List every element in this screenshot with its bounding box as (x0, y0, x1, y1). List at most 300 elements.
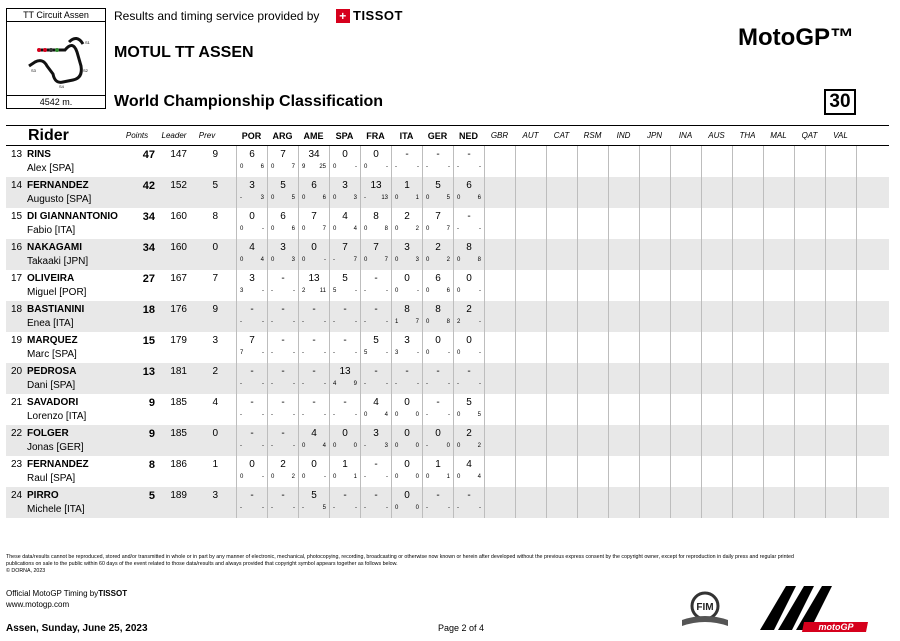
race-total: - (374, 366, 378, 377)
race-column-header: THA (739, 131, 756, 140)
race-result-cell (391, 363, 422, 394)
race-points: 7 (415, 319, 419, 325)
race-total: 0 (435, 428, 441, 439)
race-split (302, 164, 326, 170)
race-result-cell (608, 270, 639, 301)
race-total: - (250, 366, 254, 377)
race-points: 0 (446, 443, 450, 449)
race-points: - (324, 257, 326, 263)
race-total: 7 (280, 149, 286, 160)
leader-gap: 185 (170, 397, 187, 408)
rider-first-name: Enea [ITA] (27, 318, 74, 329)
race-column-header: NED (458, 131, 478, 141)
previous-gap: 0 (212, 242, 218, 253)
race-result-cell (546, 394, 577, 425)
race-points: - (386, 350, 388, 356)
race-column-header: AUS (708, 131, 725, 140)
race-result-cell (484, 177, 515, 208)
race-points: 7 (322, 226, 326, 232)
race-result-cell (639, 394, 670, 425)
disclaimer (6, 554, 816, 575)
sprint-points: 0 (302, 257, 306, 263)
rider-first-name: Dani [SPA] (27, 380, 76, 391)
rider-surname: NAKAGAMI (27, 242, 82, 253)
race-split (426, 226, 450, 232)
race-points: - (386, 288, 388, 294)
race-result-cell (546, 456, 577, 487)
race-points: 25 (319, 164, 326, 170)
column-divider (856, 332, 857, 363)
race-result-cell (360, 487, 391, 518)
race-result-cell (391, 146, 422, 177)
race-result-cell (453, 146, 484, 177)
sprint-points: - (364, 474, 366, 480)
race-split (240, 195, 264, 201)
race-result-cell (763, 270, 794, 301)
svg-text:S3: S3 (31, 68, 36, 73)
svg-text:S1: S1 (85, 40, 90, 45)
race-result-cell (422, 332, 453, 363)
rider-first-name: Augusto [SPA] (27, 194, 92, 205)
tissot-cross-icon: + (336, 9, 350, 23)
race-split (426, 443, 450, 449)
race-total: 3 (249, 180, 255, 191)
race-result-cell (453, 363, 484, 394)
sprint-points: - (240, 381, 242, 387)
race-points: - (479, 350, 481, 356)
race-result-cell (763, 208, 794, 239)
sprint-points: - (240, 195, 242, 201)
race-total: 3 (280, 242, 286, 253)
race-split (271, 350, 295, 356)
table-row (6, 363, 889, 394)
race-total: 3 (342, 180, 348, 191)
race-points: 0 (415, 505, 419, 511)
race-result-cell (670, 425, 701, 456)
race-total: 6 (280, 211, 286, 222)
sprint-points: 0 (426, 319, 430, 325)
sprint-points: - (457, 226, 459, 232)
rider-position: 19 (11, 335, 23, 346)
race-points: - (479, 288, 481, 294)
race-split (240, 288, 264, 294)
sprint-points: 0 (302, 226, 306, 232)
race-total: 5 (342, 273, 348, 284)
race-total: - (405, 149, 409, 160)
sprint-points: - (271, 288, 273, 294)
column-divider (856, 177, 857, 208)
race-column-header: ARG (272, 131, 293, 141)
race-split (333, 350, 357, 356)
race-split (271, 412, 295, 418)
rider-surname: SAVADORI (27, 397, 79, 408)
website-link[interactable]: www.motogp.com (6, 600, 70, 609)
race-points: - (355, 288, 357, 294)
sprint-points: 2 (457, 319, 461, 325)
race-result-cell (701, 487, 732, 518)
race-total: 13 (308, 273, 320, 284)
race-split (395, 195, 419, 201)
sprint-points: - (457, 505, 459, 511)
race-total: 0 (373, 149, 379, 160)
race-total: 13 (370, 180, 382, 191)
rider-surname: FERNANDEZ (27, 180, 89, 191)
race-total: - (343, 304, 347, 315)
race-total: 34 (308, 149, 320, 160)
race-result-cell (453, 487, 484, 518)
race-result-cell (794, 177, 825, 208)
sprint-points: 0 (457, 443, 461, 449)
rider-position: 21 (11, 397, 23, 408)
race-split (395, 257, 419, 263)
sprint-points: 0 (240, 164, 244, 170)
race-result-cell (453, 425, 484, 456)
race-result-cell (391, 239, 422, 270)
race-total: 5 (466, 397, 472, 408)
race-result-cell (794, 456, 825, 487)
race-total: 5 (435, 180, 441, 191)
rider-points: 47 (142, 149, 155, 161)
sprint-points: 0 (395, 257, 399, 263)
race-total: 4 (342, 211, 348, 222)
race-result-cell (608, 177, 639, 208)
race-total: 7 (249, 335, 255, 346)
race-split (457, 164, 481, 170)
race-total: - (281, 397, 285, 408)
race-split (426, 195, 450, 201)
rider-position: 15 (11, 211, 23, 222)
timing-label: Official MotoGP Timing by (6, 589, 99, 598)
race-result-cell (484, 208, 515, 239)
race-points: - (386, 319, 388, 325)
race-result-cell (794, 270, 825, 301)
race-split (364, 505, 388, 511)
race-result-cell (453, 239, 484, 270)
race-result-cell (360, 208, 391, 239)
table-body (6, 146, 889, 518)
race-split (302, 505, 326, 511)
race-split (240, 350, 264, 356)
race-total: - (312, 366, 316, 377)
sprint-points: 0 (457, 412, 461, 418)
race-result-cell (236, 332, 267, 363)
race-result-cell (236, 301, 267, 332)
disclaimer-text: These data/results cannot be reproduced, stored and/or transmitted in whole or in part by any manner of electronic, mechanical, photocopying, recording, broadcasting or otherwise now known or herein after developed without the previous express consent by the copyright owner, except for reproduction in daily press and regular printed publications on sale to the public within 60 days of the event related to those data/results and always provided that copyright symbol appears together as follows below. (6, 554, 794, 567)
race-split (333, 195, 357, 201)
race-result-cell (236, 425, 267, 456)
race-total: - (405, 366, 409, 377)
race-points: 3 (353, 195, 357, 201)
race-result-cell (298, 332, 329, 363)
event-title: MOTUL TT ASSEN (114, 44, 254, 61)
rider-position: 22 (11, 428, 23, 439)
sprint-points: - (302, 350, 304, 356)
race-split (302, 412, 326, 418)
race-split (364, 164, 388, 170)
race-points: - (448, 350, 450, 356)
sprint-points: - (426, 505, 428, 511)
leader-gap: 147 (170, 149, 187, 160)
rider-points: 13 (142, 366, 155, 378)
race-result-cell (453, 270, 484, 301)
race-total: 2 (404, 211, 410, 222)
race-total: 2 (466, 304, 472, 315)
race-column-header: VAL (833, 131, 848, 140)
race-result-cell (236, 394, 267, 425)
race-split (457, 474, 481, 480)
race-points: 4 (322, 443, 326, 449)
race-total: - (281, 490, 285, 501)
race-result-cell (546, 239, 577, 270)
race-split (240, 319, 264, 325)
race-result-cell (267, 487, 298, 518)
race-result-cell (298, 239, 329, 270)
column-divider (856, 208, 857, 239)
race-result-cell (329, 239, 360, 270)
race-result-cell (360, 425, 391, 456)
race-split (240, 257, 264, 263)
race-result-cell (732, 425, 763, 456)
race-split (271, 505, 295, 511)
race-result-cell (670, 239, 701, 270)
race-points: - (293, 505, 295, 511)
race-result-cell (732, 487, 763, 518)
leader-gap: 189 (170, 490, 187, 501)
race-points: - (324, 381, 326, 387)
race-split (395, 505, 419, 511)
race-split (271, 257, 295, 263)
race-points: 5 (322, 505, 326, 511)
race-split (271, 381, 295, 387)
rider-first-name: Marc [SPA] (27, 349, 77, 360)
race-split (240, 381, 264, 387)
race-column-header: JPN (646, 131, 663, 140)
copyright-text: © DORNA, 2023 (6, 568, 46, 574)
sprint-points: 0 (395, 288, 399, 294)
race-result-cell (732, 332, 763, 363)
leader-gap: 186 (170, 459, 187, 470)
race-points: - (355, 350, 357, 356)
race-total: 6 (466, 180, 472, 191)
race-points: - (293, 381, 295, 387)
race-column-header: SPA (335, 131, 354, 141)
race-total: 0 (342, 149, 348, 160)
rider-surname: FOLGER (27, 428, 69, 439)
race-split (457, 350, 481, 356)
rider-column-header: Rider (28, 127, 69, 144)
race-split (240, 412, 264, 418)
circuit-length: 4542 m. (7, 95, 105, 108)
race-result-cell (701, 208, 732, 239)
column-divider (856, 301, 857, 332)
race-points: - (293, 288, 295, 294)
table-row (6, 301, 889, 332)
race-result-cell (391, 487, 422, 518)
race-result-cell (670, 270, 701, 301)
race-column-header: MAL (770, 131, 787, 140)
race-result-cell (732, 363, 763, 394)
sprint-points: - (333, 412, 335, 418)
race-total: 8 (373, 211, 379, 222)
rider-points: 18 (142, 304, 155, 316)
sprint-points: 0 (395, 412, 399, 418)
column-divider (856, 270, 857, 301)
rider-first-name: Fabio [ITA] (27, 225, 76, 236)
race-column-header: INA (678, 131, 693, 140)
sprint-points: 2 (302, 288, 306, 294)
race-result-cell (763, 177, 794, 208)
sprint-points: - (302, 381, 304, 387)
race-total: 6 (435, 273, 441, 284)
leader-gap: 152 (170, 180, 187, 191)
table-header (6, 125, 889, 146)
sprint-points: 0 (271, 474, 275, 480)
sprint-points: 0 (302, 195, 306, 201)
sprint-points: 0 (426, 288, 430, 294)
race-result-cell (639, 332, 670, 363)
motogp-logo-icon (752, 578, 872, 634)
rider-position: 24 (11, 490, 23, 501)
race-split (302, 319, 326, 325)
race-result-cell (732, 177, 763, 208)
race-result-cell (577, 332, 608, 363)
sprint-points: 0 (240, 474, 244, 480)
sprint-points: 0 (333, 195, 337, 201)
race-points: - (386, 381, 388, 387)
race-result-cell (608, 301, 639, 332)
sprint-points: - (240, 412, 242, 418)
race-result-cell (577, 146, 608, 177)
race-total: - (312, 304, 316, 315)
race-split (395, 164, 419, 170)
race-result-cell (484, 239, 515, 270)
race-result-cell (298, 394, 329, 425)
race-result-cell (515, 177, 546, 208)
race-result-cell (267, 425, 298, 456)
race-result-cell (546, 487, 577, 518)
sprint-points: - (271, 319, 273, 325)
race-total: 7 (342, 242, 348, 253)
race-split (271, 443, 295, 449)
race-split (426, 164, 450, 170)
race-result-cell (391, 425, 422, 456)
rider-points: 27 (142, 273, 155, 285)
race-split (240, 443, 264, 449)
race-result-cell (577, 177, 608, 208)
race-result-cell (515, 270, 546, 301)
timing-sponsor: TISSOT (98, 589, 128, 598)
race-result-cell (763, 239, 794, 270)
race-split (426, 319, 450, 325)
race-split (426, 288, 450, 294)
sprint-points: - (271, 412, 273, 418)
race-total: 6 (311, 180, 317, 191)
race-result-cell (825, 208, 856, 239)
race-total: - (436, 397, 440, 408)
race-result-cell (422, 456, 453, 487)
race-points: 8 (384, 226, 388, 232)
race-result-cell (701, 425, 732, 456)
race-split (302, 443, 326, 449)
race-result-cell (422, 146, 453, 177)
sprint-points: - (457, 381, 459, 387)
race-points: - (479, 505, 481, 511)
column-divider (856, 239, 857, 270)
previous-gap: 2 (212, 366, 218, 377)
race-split (457, 412, 481, 418)
race-result-cell (825, 363, 856, 394)
race-result-cell (515, 239, 546, 270)
points-column-header: Points (125, 131, 149, 140)
race-total: 0 (404, 490, 410, 501)
race-points: 6 (477, 195, 481, 201)
race-total: 6 (249, 149, 255, 160)
race-result-cell (825, 270, 856, 301)
circuit-box (6, 8, 106, 109)
race-points: - (262, 288, 264, 294)
race-result-cell (794, 425, 825, 456)
race-points: - (479, 319, 481, 325)
circuit-name: TT Circuit Assen (7, 9, 105, 22)
sprint-points: 0 (333, 226, 337, 232)
race-result-cell (360, 394, 391, 425)
prev-column-header: Prev (198, 131, 216, 140)
race-result-cell (701, 456, 732, 487)
race-column-header: AUT (522, 131, 539, 140)
sprint-points: 7 (240, 350, 244, 356)
race-points: 6 (322, 195, 326, 201)
race-result-cell (391, 270, 422, 301)
sprint-points: 0 (395, 443, 399, 449)
race-column-header: IND (616, 131, 631, 140)
race-split (333, 474, 357, 480)
race-result-cell (236, 177, 267, 208)
race-result-cell (329, 270, 360, 301)
race-points: - (293, 319, 295, 325)
sprint-points: 3 (240, 288, 244, 294)
fim-logo-text: FIM (696, 602, 714, 613)
table-row (6, 208, 889, 239)
leader-gap: 176 (170, 304, 187, 315)
race-result-cell (236, 487, 267, 518)
race-result-cell (422, 394, 453, 425)
race-split (395, 288, 419, 294)
rider-points: 34 (142, 242, 155, 254)
race-column-header: CAT (553, 131, 570, 140)
race-result-cell (422, 270, 453, 301)
race-result-cell (577, 301, 608, 332)
rider-points: 5 (148, 490, 155, 502)
race-split (395, 381, 419, 387)
race-result-cell (546, 270, 577, 301)
race-result-cell (546, 332, 577, 363)
race-split (333, 381, 357, 387)
sprint-points: 0 (240, 226, 244, 232)
race-total: 7 (435, 211, 441, 222)
race-result-cell (515, 146, 546, 177)
race-points: 4 (260, 257, 264, 263)
race-result-cell (639, 177, 670, 208)
race-result-cell (825, 301, 856, 332)
race-result-cell (267, 394, 298, 425)
race-result-cell (329, 425, 360, 456)
sprint-points: 0 (333, 164, 337, 170)
race-split (457, 381, 481, 387)
race-result-cell (391, 177, 422, 208)
sprint-points: - (426, 164, 428, 170)
sprint-points: 0 (333, 443, 337, 449)
race-split (333, 505, 357, 511)
